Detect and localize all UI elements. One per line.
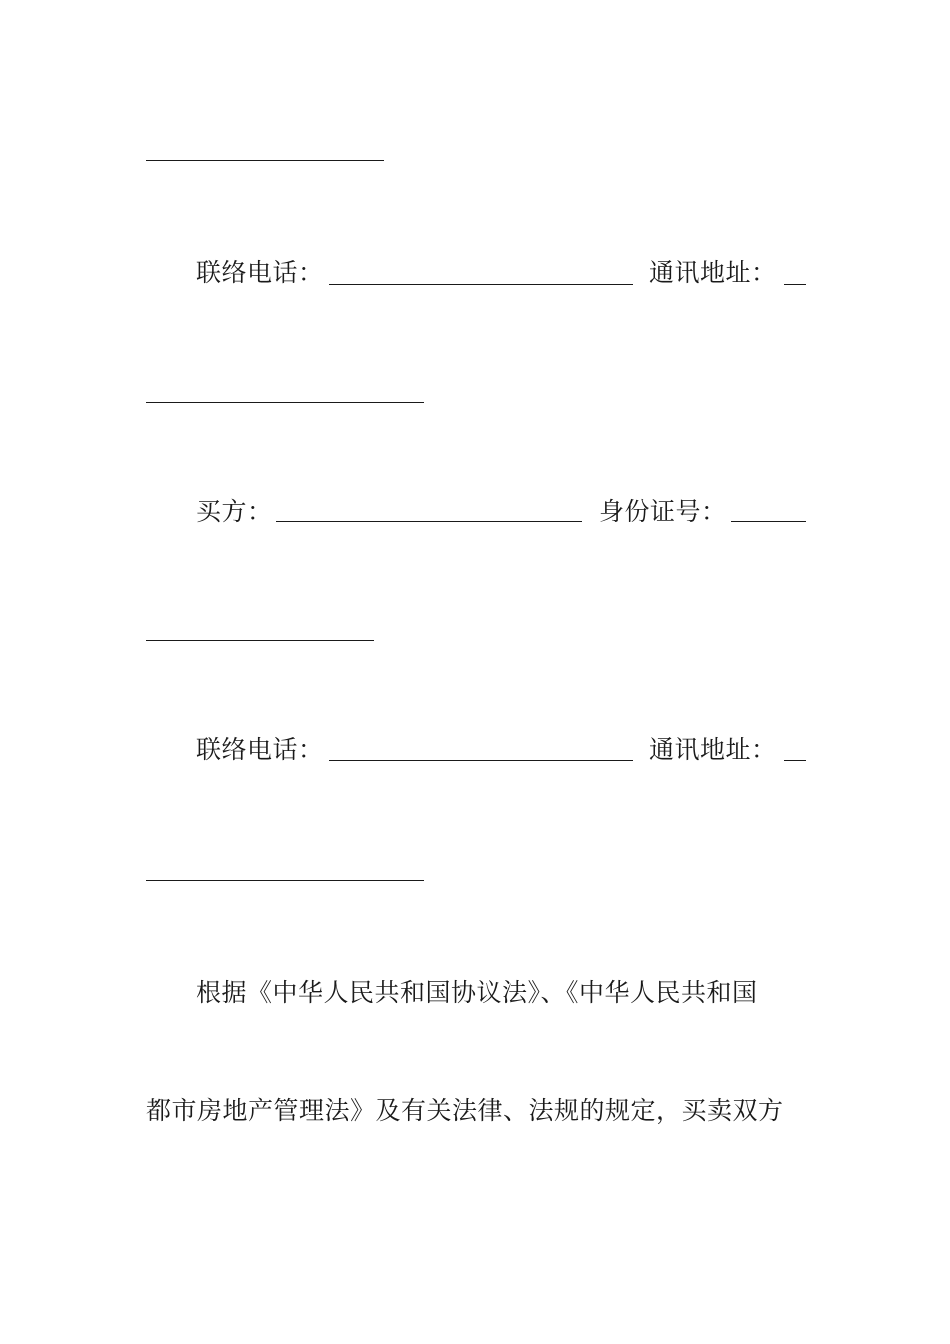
buyer-id-label: 身份证号： [599,497,727,526]
buyer-id-field-continued[interactable] [146,640,374,641]
seller-address-field[interactable] [784,284,806,285]
buyer-address-label: 通讯地址： [649,735,777,764]
buyer-id-field[interactable] [731,521,806,522]
buyer-row [0,497,950,527]
previous-field-blank[interactable] [146,160,384,161]
seller-address-label: 通讯地址： [649,258,777,287]
paragraph-line-1: 根据《中华人民共和国协议法》、《中华人民共和国 [196,978,758,1007]
seller-phone-label: 联络电话： [196,258,324,287]
buyer-name-field[interactable] [276,521,582,522]
buyer-address-field[interactable] [784,760,806,761]
buyer-address-field-continued[interactable] [146,880,424,881]
buyer-phone-label: 联络电话： [196,735,324,764]
seller-address-field-continued[interactable] [146,402,424,403]
seller-phone-field[interactable] [329,284,633,285]
paragraph-line-2: 都市房地产管理法》及有关法律、法规的规定，买卖双方 [146,1096,784,1125]
buyer-phone-field[interactable] [329,760,633,761]
buyer-label: 买方： [196,497,273,526]
